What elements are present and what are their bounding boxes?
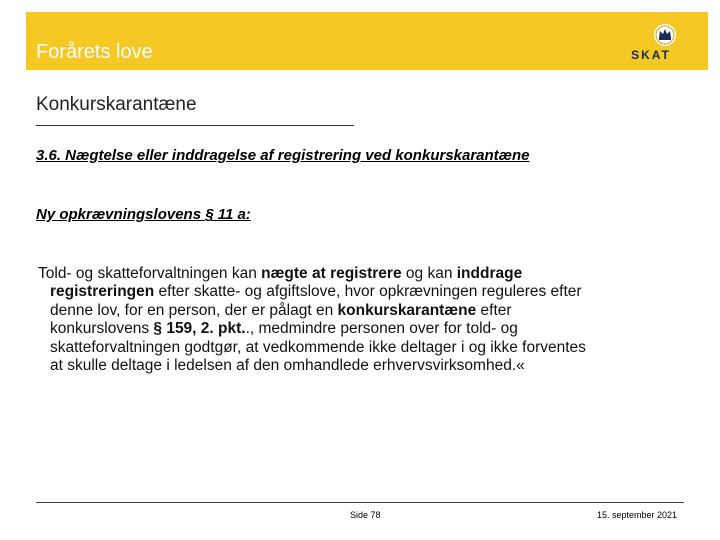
quote-line-3: denne lov, for en person, der er pålagt en konkurskarantæne efter	[50, 301, 512, 319]
presentation-title: Forårets love	[36, 41, 153, 63]
skat-logo	[616, 18, 686, 64]
quote-line-4: konkurslovens § 159, 2. pkt.., medmindre personen over for told- og	[50, 320, 518, 338]
quote-line-2: registreringen efter skatte- og afgiftslove, hvor opkrævningen reguleres efter	[50, 283, 582, 301]
quote-line-5: skatteforvaltningen godtgør, at vedkommende ikke deltager i og ikke forventes	[50, 338, 586, 356]
section-title: Konkurskarantæne	[36, 94, 197, 115]
footer-divider	[36, 502, 684, 503]
logo-text: SKAT	[631, 48, 671, 62]
title-divider	[36, 125, 354, 126]
law-reference: Ny opkrævningslovens § 11 a:	[36, 206, 251, 223]
header-bar	[26, 12, 708, 70]
quote-line-1: Told- og skatteforvaltningen kan nægte at registrere og kan inddrage	[38, 265, 523, 282]
footer-date: 15. september 2021	[597, 510, 678, 520]
law-quote	[38, 265, 700, 375]
page-number: Side 78	[350, 510, 381, 520]
subheading: 3.6. Nægtelse eller inddragelse af registrering ved konkurskarantæne	[36, 147, 530, 164]
quote-line-6: at skulle deltage i ledelsen af den omhandlede erhvervsvirksomhed.«	[50, 357, 525, 375]
